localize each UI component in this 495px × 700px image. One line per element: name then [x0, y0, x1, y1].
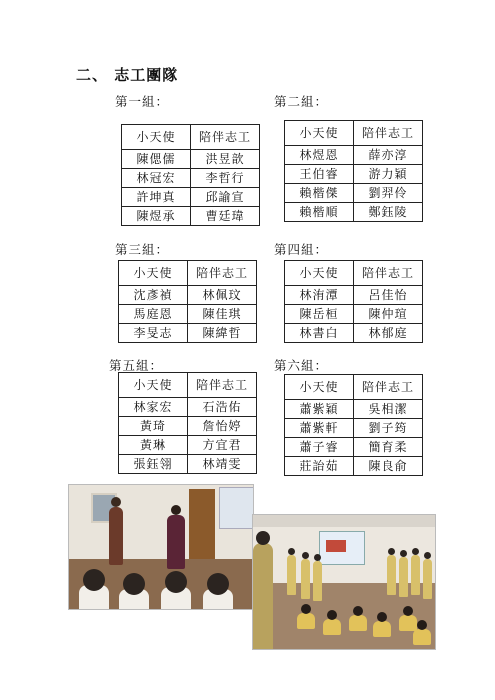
volunteer-name: 陳緯哲: [188, 324, 257, 343]
table-row: [285, 324, 423, 343]
volunteer-name: 劉羿伶: [354, 184, 423, 203]
photo-projection-screen: [319, 531, 365, 565]
group-2-table: [284, 120, 423, 222]
photo-seated-student: [323, 619, 341, 635]
photo-audience-head: [207, 573, 229, 595]
volunteer-name: 洪昱歆: [191, 150, 260, 169]
header-angel: 小天使: [285, 121, 354, 146]
volunteer-name: 林佩玟: [188, 286, 257, 305]
photo-seated-student: [297, 613, 315, 629]
table-row: [122, 207, 260, 226]
table-row: [285, 400, 423, 419]
volunteer-name: 詹怡婷: [188, 417, 257, 436]
table-row: [122, 188, 260, 207]
angel-name: 黃琳: [119, 436, 188, 455]
table-row: [119, 305, 257, 324]
photo-projection-screen: [219, 487, 254, 529]
table-row: [285, 146, 423, 165]
photo-seated-student: [349, 615, 367, 631]
volunteer-name: 吳相潔: [354, 400, 423, 419]
photo-standing-student: [387, 555, 396, 595]
photo-ceiling: [253, 515, 435, 527]
angel-name: 蕭紫穎: [285, 400, 354, 419]
angel-name: 蕭紫軒: [285, 419, 354, 438]
group-4-table: [284, 260, 423, 343]
angel-name: 黃琦: [119, 417, 188, 436]
volunteer-name: 石浩佑: [188, 398, 257, 417]
photo-door: [189, 489, 215, 559]
group-6-label: 第六組：: [274, 358, 329, 373]
group-3-table: [118, 260, 257, 343]
volunteer-name: 邱諭宣: [191, 188, 260, 207]
table-row: [119, 398, 257, 417]
volunteer-name: 林郁庭: [354, 324, 423, 343]
header-volunteer: 陪伴志工: [354, 261, 423, 286]
table-row: [119, 286, 257, 305]
angel-name: 林煜恩: [285, 146, 354, 165]
header-volunteer: 陪伴志工: [354, 375, 423, 400]
volunteer-name: 簡育柔: [354, 438, 423, 457]
volunteer-name: 林靖雯: [188, 455, 257, 474]
photo-standing-student: [313, 561, 322, 601]
angel-name: 林冠宏: [122, 169, 191, 188]
angel-name: 張鈺翎: [119, 455, 188, 474]
table-row: [285, 203, 423, 222]
group-6-table: [284, 374, 423, 476]
header-angel: 小天使: [285, 261, 354, 286]
header-angel: 小天使: [122, 125, 191, 150]
header-volunteer: 陪伴志工: [191, 125, 260, 150]
angel-name: 林洧潭: [285, 286, 354, 305]
volunteer-name: 呂佳怡: [354, 286, 423, 305]
table-row: [119, 324, 257, 343]
photo-standing-student: [287, 555, 296, 595]
group-3-label: 第三組：: [115, 242, 170, 257]
volunteer-name: 薛亦淳: [354, 146, 423, 165]
volunteer-name: 游力穎: [354, 165, 423, 184]
angel-name: 許坤真: [122, 188, 191, 207]
photo-foreground-person: [253, 543, 273, 649]
photo-audience-head: [83, 569, 105, 591]
header-angel: 小天使: [119, 373, 188, 398]
table-row: [285, 165, 423, 184]
angel-name: 賴楷傑: [285, 184, 354, 203]
header-angel: 小天使: [119, 261, 188, 286]
group-4-label: 第四組：: [274, 242, 329, 257]
activity-photo-group: [252, 514, 436, 650]
photo-standing-student: [301, 559, 310, 599]
photo-speaker-person: [167, 515, 185, 569]
table-row: [122, 169, 260, 188]
header-volunteer: 陪伴志工: [354, 121, 423, 146]
photo-seated-student: [413, 629, 431, 645]
table-row: [119, 436, 257, 455]
group-2-label: 第二組：: [274, 94, 329, 109]
table-row: [285, 184, 423, 203]
volunteer-name: 曹廷瑋: [191, 207, 260, 226]
group-5-table: [118, 372, 257, 474]
volunteer-name: 陳仲瑄: [354, 305, 423, 324]
angel-name: 賴楷順: [285, 203, 354, 222]
angel-name: 林書白: [285, 324, 354, 343]
table-row: [119, 455, 257, 474]
table-row: [122, 150, 260, 169]
volunteer-name: 劉子筠: [354, 419, 423, 438]
header-volunteer: 陪伴志工: [188, 373, 257, 398]
photo-seated-student: [373, 621, 391, 637]
photo-audience-head: [123, 573, 145, 595]
photo-audience-head: [165, 571, 187, 593]
angel-name: 蕭子睿: [285, 438, 354, 457]
header-angel: 小天使: [285, 375, 354, 400]
angel-name: 李旻志: [119, 324, 188, 343]
volunteer-name: 陳佳琪: [188, 305, 257, 324]
photo-standing-student: [411, 555, 420, 595]
section-heading: 二、 志工團隊: [76, 66, 179, 84]
angel-name: 王伯睿: [285, 165, 354, 184]
volunteer-name: 鄭鈺陵: [354, 203, 423, 222]
photo-standing-student: [423, 559, 432, 599]
angel-name: 陳偲儒: [122, 150, 191, 169]
table-row: [285, 286, 423, 305]
volunteer-name: 方宜君: [188, 436, 257, 455]
photo-standing-student: [399, 557, 408, 597]
table-row: [285, 419, 423, 438]
table-row: [285, 438, 423, 457]
volunteer-name: 陳良俞: [354, 457, 423, 476]
table-row: [285, 457, 423, 476]
group-1-label: 第一組：: [115, 94, 170, 109]
angel-name: 陳煜承: [122, 207, 191, 226]
group-5-label: 第五組：: [109, 358, 164, 373]
angel-name: 莊詒茹: [285, 457, 354, 476]
angel-name: 林家宏: [119, 398, 188, 417]
angel-name: 馬庭恩: [119, 305, 188, 324]
group-1-table: [121, 124, 260, 226]
header-volunteer: 陪伴志工: [188, 261, 257, 286]
angel-name: 陳岳桓: [285, 305, 354, 324]
photo-standing-person: [109, 507, 123, 565]
table-row: [119, 417, 257, 436]
angel-name: 沈彥禎: [119, 286, 188, 305]
volunteer-name: 李哲行: [191, 169, 260, 188]
photo-seated-student: [399, 615, 417, 631]
activity-photo-speakers: [68, 484, 254, 610]
table-row: [285, 305, 423, 324]
